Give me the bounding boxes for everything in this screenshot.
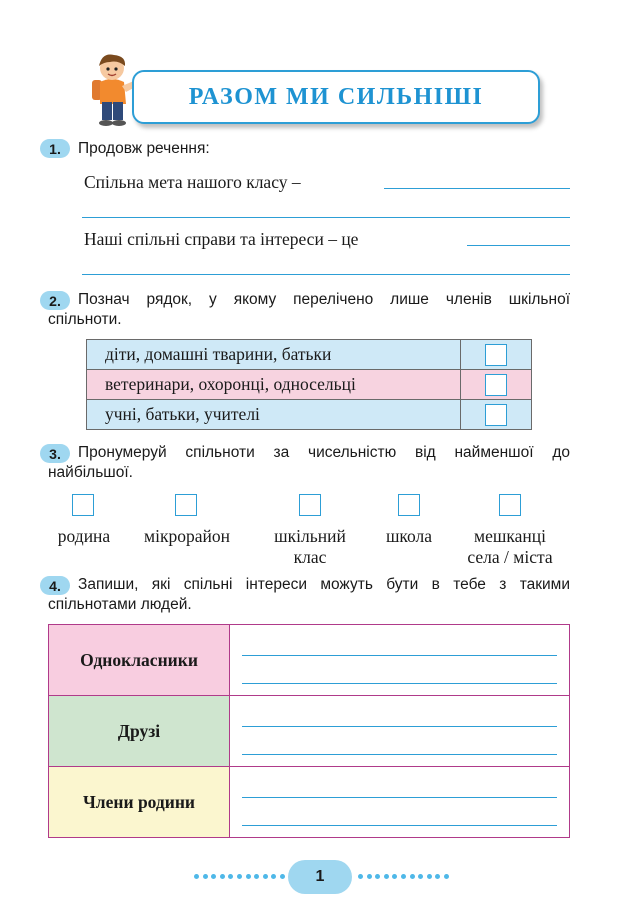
table-row [87, 340, 532, 370]
task-1-instruction: Продовж речення: [78, 140, 210, 157]
option-checkbox[interactable] [485, 404, 507, 426]
footer-dot [220, 874, 225, 879]
table-row [87, 370, 532, 400]
community-label: родина [57, 526, 111, 546]
answer-line[interactable] [242, 683, 557, 684]
footer-dot [410, 874, 415, 879]
footer-dot [418, 874, 423, 879]
task-2-instruction-line-2: спільноти. [48, 311, 122, 328]
page-title: РАЗОМ МИ СИЛЬНІШІ [188, 83, 484, 110]
community-label: мешканці села / міста [467, 526, 553, 567]
number-box[interactable] [175, 494, 197, 516]
footer-dot [271, 874, 276, 879]
footer-dot [254, 874, 259, 879]
footer-dot [444, 874, 449, 879]
task-2-instruction-line-1: Познач рядок, у якому перелічено лише членів шкільної [78, 291, 570, 308]
task-4-instruction-line-1: Запиши, які спільні інтереси можуть бути в тебе з такими [78, 576, 570, 593]
option-checkbox[interactable] [485, 344, 507, 366]
answer-line[interactable] [242, 726, 557, 727]
answer-cell[interactable] [230, 625, 570, 696]
answer-cell[interactable] [230, 767, 570, 838]
community-label: школа [385, 526, 433, 546]
footer-dot [228, 874, 233, 879]
task-1-badge: 1. [40, 139, 70, 158]
footer-dot [358, 874, 363, 879]
task-4-instruction-line-2: спільнотами людей. [48, 596, 192, 613]
task-3-badge: 3. [40, 444, 70, 463]
answer-line[interactable] [82, 217, 570, 218]
row-label: Друзі [49, 696, 230, 767]
number-box[interactable] [499, 494, 521, 516]
table-row [87, 400, 532, 430]
answer-line[interactable] [242, 754, 557, 755]
footer-dot [401, 874, 406, 879]
footer-dot [384, 874, 389, 879]
footer-dot [392, 874, 397, 879]
community-label: шкільний клас [274, 526, 346, 567]
option-text: учні, батьки, учителі [87, 400, 461, 430]
task-1-sentence-2: Наші спільні справи та інтереси – це [84, 229, 359, 249]
task-4-badge: 4. [40, 576, 70, 595]
number-box[interactable] [398, 494, 420, 516]
page-number: 1 [288, 860, 352, 894]
option-text: діти, домашні тварини, батьки [87, 340, 461, 370]
answer-line[interactable] [384, 188, 570, 189]
task-3-instruction-line-2: найбільшої. [48, 464, 133, 481]
footer-dot [211, 874, 216, 879]
row-label: Однокласники [49, 625, 230, 696]
task-3-instruction-line-1: Пронумеруй спільноти за чисельністю від найменшої до [78, 444, 570, 461]
task-4-table [48, 624, 570, 838]
task-2-badge: 2. [40, 291, 70, 310]
option-text: ветеринари, охоронці, односельці [87, 370, 461, 400]
table-row [49, 767, 570, 838]
row-label: Члени родини [49, 767, 230, 838]
task-1-sentence-1: Спільна мета нашого класу – [84, 172, 301, 192]
answer-line[interactable] [467, 245, 570, 246]
answer-cell[interactable] [230, 696, 570, 767]
footer-dot [375, 874, 380, 879]
number-box[interactable] [72, 494, 94, 516]
footer-dot [237, 874, 242, 879]
footer-dot [246, 874, 251, 879]
footer-dot [203, 874, 208, 879]
footer-dot [194, 874, 199, 879]
footer-dot [427, 874, 432, 879]
footer-dot [263, 874, 268, 879]
table-row [49, 625, 570, 696]
answer-line[interactable] [242, 825, 557, 826]
community-label: мікрорайон [144, 526, 230, 546]
answer-line[interactable] [242, 797, 557, 798]
footer-dot [435, 874, 440, 879]
answer-line[interactable] [242, 655, 557, 656]
table-row [49, 696, 570, 767]
number-box[interactable] [299, 494, 321, 516]
answer-line[interactable] [82, 274, 570, 275]
task-2-table [86, 339, 532, 430]
option-checkbox[interactable] [485, 374, 507, 396]
footer-dot [367, 874, 372, 879]
footer-dot [280, 874, 285, 879]
title-banner [132, 70, 540, 124]
